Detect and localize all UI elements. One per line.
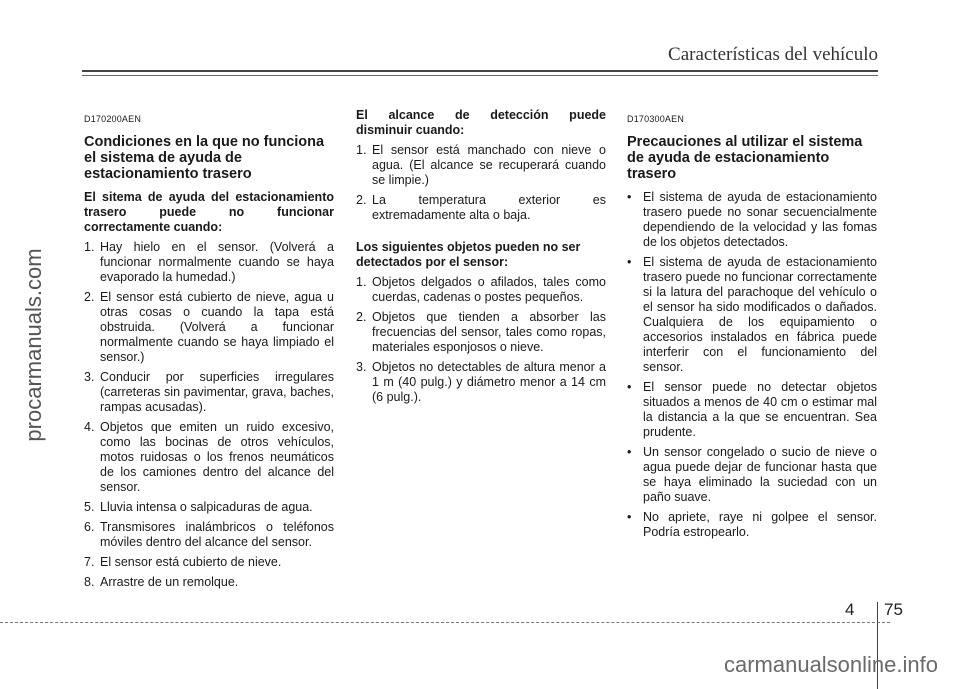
bottom-watermark: carmanualsonline.info — [723, 652, 938, 677]
conditions-list — [84, 240, 334, 590]
intro-text: El sitema de ayuda del estacionamiento trasero puede no funcionar correctamente cuando: — [84, 190, 334, 234]
header-rule — [82, 70, 878, 72]
list-item: 6. Transmisores inalámbricos o teléfonos móviles dentro del alcance del sensor. — [84, 520, 334, 549]
list-item: • El sistema de ayuda de estacionamiento trasero puede no funcionar correctamente si la latura del parachoque del vehículo o el sensor ha sido modificados o dañados. Cualquiera de los equipamiento o accesorios instalados en fábrica puede interferir con el funcionamiento del sensor. — [627, 255, 877, 374]
list-item: • No apriete, raye ni golpee el sensor. Podría estropearlo. — [627, 510, 877, 539]
column-3 — [627, 108, 877, 545]
section-code: D170300AEN — [627, 114, 685, 124]
section-title: Condiciones en la que no funciona el sistema de ayuda de estacionamiento trasero — [84, 134, 325, 182]
list-item: 3. Conducir por superficies irregulares (carreteras sin pavimentar, grava, baches, rampas acusadas). — [84, 370, 334, 414]
list-item: 1. Hay hielo en el sensor. (Volverá a funcionar normalmente cuando se haya evaporado la humedad.) — [84, 240, 334, 284]
page-number-divider — [877, 602, 878, 620]
list-item: 8. Arrastre de un remolque. — [84, 575, 239, 589]
list-item: 5. Lluvia intensa o salpicaduras de agua. — [84, 500, 313, 514]
header-rule-thin — [82, 75, 878, 76]
list-item: • El sistema de ayuda de estacionamiento trasero puede no sonar secuencialmente dependiendo de la velocidad y las fomas de los objetos detectados. — [627, 190, 877, 249]
undetected-list — [356, 275, 606, 405]
intro-text-2: Los siguientes objetos pueden no ser detectados por el sensor: — [356, 240, 581, 269]
intro-line-1: El alcance de detección puede — [356, 108, 606, 122]
range-list — [356, 143, 606, 223]
column-1 — [84, 108, 334, 595]
chapter-title: Características del vehículo — [668, 44, 878, 65]
footer-dashed-rule — [0, 622, 890, 623]
list-item: 1. Objetos delgados o afilados, tales como cuerdas, cadenas o postes pequeños. — [356, 275, 606, 304]
list-item: 2. La temperatura exterior es extremadamente alta o baja. — [356, 193, 606, 222]
section-code: D170200AEN — [84, 114, 142, 124]
side-watermark: procarmanuals.com — [21, 248, 46, 442]
list-item: 3. Objetos no detectables de altura menor a 1 m (40 pulg.) y diámetro menor a 14 cm (6 pulg.). — [356, 360, 606, 404]
list-item: • El sensor puede no detectar objetos situados a menos de 40 cm o estimar mal la distancia a la que se encuentran. Sea prudente. — [627, 380, 877, 439]
section-title: Precauciones al utilizar el sistema de ayuda de estacionamiento trasero — [627, 134, 863, 182]
list-item: 2. El sensor está cubierto de nieve, agua u otras cosas o cuando la tapa está obstruida. (Volverá a funcionar normalmente cuando se haya limpiado el sensor.) — [84, 290, 334, 364]
page-number: 75 — [884, 600, 903, 619]
column-2 — [356, 108, 606, 410]
precautions-list — [627, 190, 877, 540]
intro-line-2: disminuir cuando: — [356, 123, 465, 137]
list-item: 2. Objetos que tienden a absorber las frecuencias del sensor, tales como ropas, materiales esponjosos o nieve. — [356, 310, 606, 354]
section-number: 4 — [845, 600, 855, 619]
list-item: 1. El sensor está manchado con nieve o agua. (El alcance se recuperará cuando se limpie.) — [356, 143, 606, 187]
list-item: • Un sensor congelado o sucio de nieve o agua puede dejar de funcionar hasta que se haya eliminado la suciedad con un paño suave. — [627, 445, 877, 504]
list-item: 7. El sensor está cubierto de nieve. — [84, 555, 282, 569]
list-item: 4. Objetos que emiten un ruido excesivo, como las bocinas de otros vehículos, motos ruidosas o los frenos neumáticos de los camiones dentro del alcance del sensor. — [84, 420, 334, 494]
